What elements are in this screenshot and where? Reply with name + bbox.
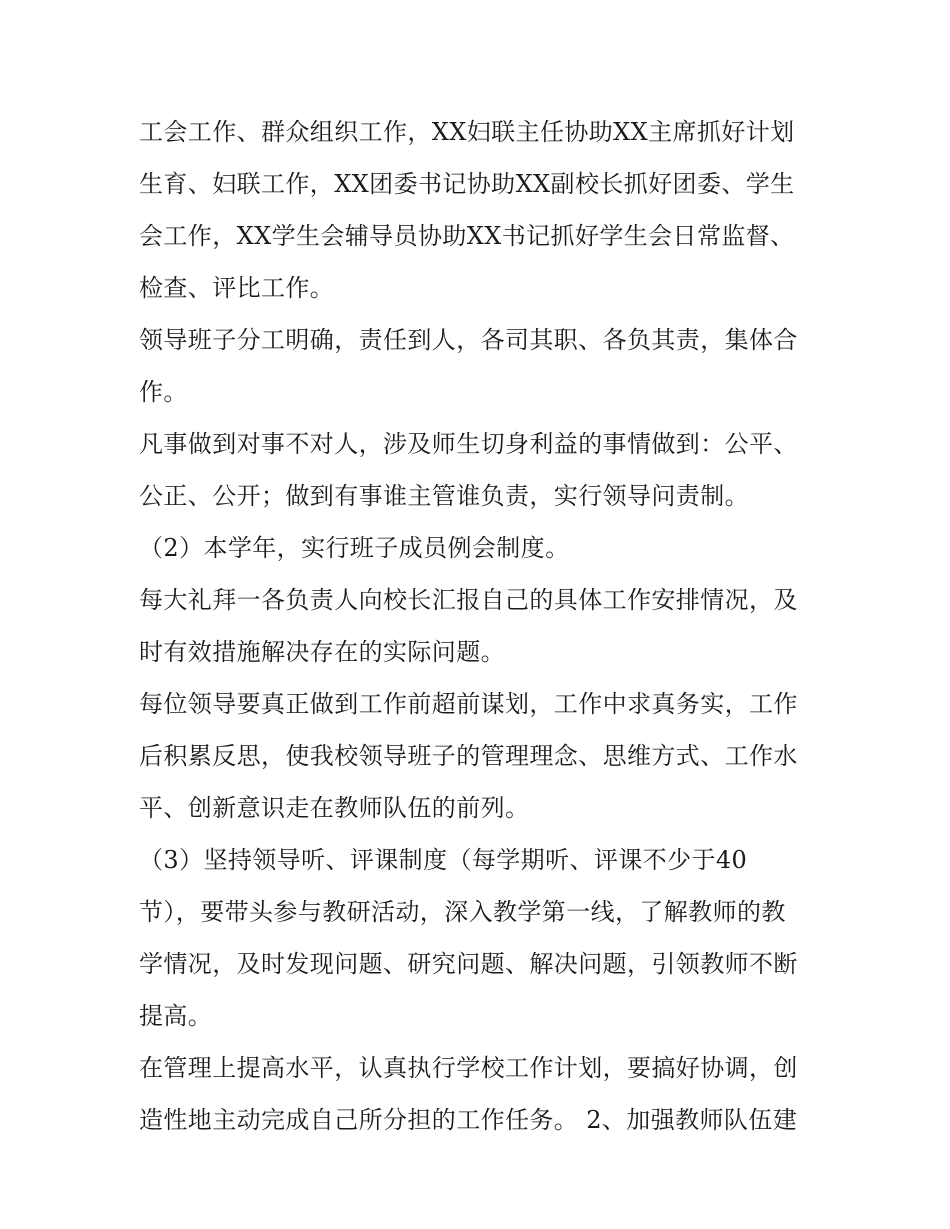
text-line: （2）本学年，实行班子成员例会制度。 xyxy=(139,534,570,562)
text-line: 每大礼拜一各负责人向校长汇报自己的具体工作安排情况，及 xyxy=(139,586,798,614)
text-line: 提高。 xyxy=(139,1002,213,1030)
text-line: 在管理上提高水平，认真执行学校工作计划，要搞好协调，创 xyxy=(139,1054,798,1082)
text-line: 学情况，及时发现问题、研究问题、解决问题，引领教师不断 xyxy=(139,950,798,978)
text-line: 检查、评比工作。 xyxy=(139,274,335,302)
text-line: 造性地主动完成自己所分担的工作任务。 2、加强教师队伍建 xyxy=(139,1106,798,1134)
text-line: 生育、妇联工作，XX团委书记协助XX副校长抓好团委、学生 xyxy=(139,170,795,198)
text-line: 节），要带头参与教研活动，深入教学第一线，了解教师的教 xyxy=(139,898,786,926)
text-line: 作。 xyxy=(139,378,188,406)
text-line: 工会工作、群众组织工作，XX妇联主任协助XX主席抓好计划 xyxy=(139,118,795,146)
text-line: 领导班子分工明确，责任到人，各司其职、各负其责，集体合 xyxy=(139,326,798,354)
text-line: 凡事做到对事不对人，涉及师生切身利益的事情做到：公平、 xyxy=(139,430,798,458)
document-body xyxy=(139,106,829,1146)
text-line: （3）坚持领导听、评课制度（每学期听、评课不少于40 xyxy=(139,846,748,874)
text-line: 会工作，XX学生会辅导员协助XX书记抓好学生会日常监督、 xyxy=(139,222,795,250)
text-line: 公正、公开；做到有事谁主管谁负责，实行领导问责制。 xyxy=(139,482,749,510)
text-line: 每位领导要真正做到工作前超前谋划，工作中求真务实，工作 xyxy=(139,690,798,718)
text-line: 后积累反思，使我校领导班子的管理理念、思维方式、工作水 xyxy=(139,742,798,770)
text-line: 时有效措施解决存在的实际问题。 xyxy=(139,638,505,666)
text-line: 平、创新意识走在教师队伍的前列。 xyxy=(139,794,530,822)
